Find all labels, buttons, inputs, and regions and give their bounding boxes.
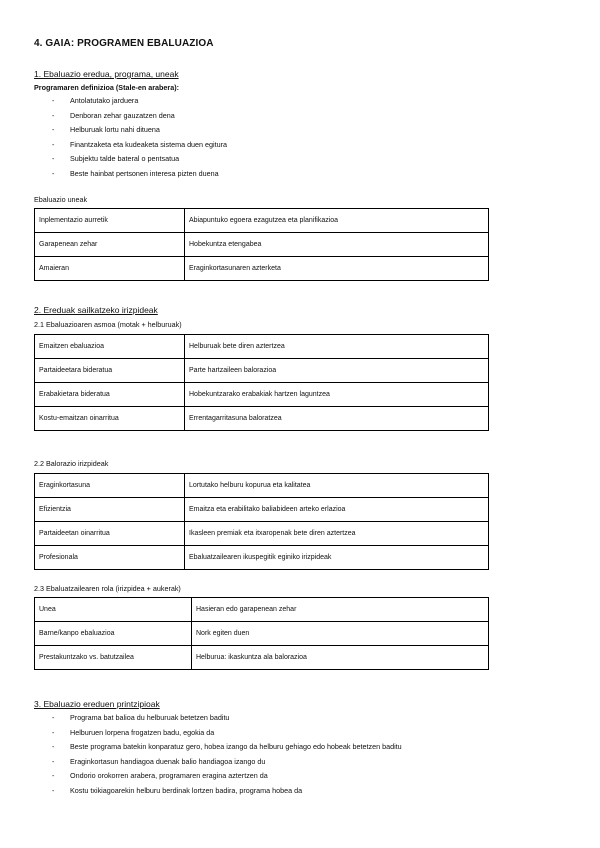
table-cell: Helburuak bete diren aztertzea: [185, 335, 489, 359]
list-item: - Programa bat balioa du helburuak betetzen baditu: [52, 711, 402, 726]
table-balorazio-irizpideak: [34, 473, 489, 570]
table-cell: Emaitza eta erabilitako baliabideen arteko erlazioa: [185, 498, 489, 522]
section-1-heading: 1. Ebaluazio eredua, programa, uneak: [34, 69, 179, 79]
table-row: [35, 233, 489, 257]
table-cell: Parte hartzaileen balorazioa: [185, 359, 489, 383]
table-cell: Nork egiten duen: [192, 622, 489, 646]
table-cell: Efizientzia: [35, 498, 185, 522]
table-cell: Emaitzen ebaluazioa: [35, 335, 185, 359]
table-row: [35, 383, 489, 407]
page-title: 4. GAIA: PROGRAMEN EBALUAZIOA: [34, 38, 214, 49]
list-item: - Finantzaketa eta kudeaketa sistema duen egitura: [52, 138, 227, 153]
table-cell: Errentagarritasuna baloratzea: [185, 407, 489, 431]
subsection-2-1-label: 2.1 Ebaluazioaren asmoa (motak + helburuak): [34, 320, 182, 329]
list-item: - Ondorio orokorren arabera, programaren eragina aztertzen da: [52, 769, 402, 784]
table-cell: Garapenean zehar: [35, 233, 185, 257]
table-cell: Kostu-emaitzan oinarritua: [35, 407, 185, 431]
table-row: [35, 209, 489, 233]
table-ebaluazioaren-asmoa: [34, 334, 489, 431]
list-item: - Beste programa batekin konparatuz gero, hobea izango da helburu gehiago edo hobeak betetzen baditu: [52, 740, 402, 755]
list-item: - Helburuen lorpena frogatzen badu, egokia da: [52, 726, 402, 741]
table-row: [35, 522, 489, 546]
list-item: - Kostu txikiagoarekin helburu berdinak lortzen badira, programa hobea da: [52, 784, 402, 799]
subsection-2-2-label: 2.2 Balorazio irizpideak: [34, 459, 109, 468]
table-cell: Ebaluatzailearen ikuspegitik eginiko irizpideak: [185, 546, 489, 570]
table-cell: Profesionala: [35, 546, 185, 570]
table-row: [35, 257, 489, 281]
table-ebaluazio-uneak: [34, 208, 489, 281]
list-item: - Helburuak lortu nahi dituena: [52, 123, 227, 138]
table-cell: Hobekuntzarako erabakiak hartzen laguntzea: [185, 383, 489, 407]
table-cell: Ikasleen premiak eta itxaropenak bete diren aztertzea: [185, 522, 489, 546]
table-cell: Amaieran: [35, 257, 185, 281]
table-cell: Erabakietara bideratua: [35, 383, 185, 407]
definition-label: Programaren definizioa (Stale-en arabera):: [34, 83, 179, 92]
table-row: [35, 646, 489, 670]
table-cell: Partaideetara bideratua: [35, 359, 185, 383]
table-cell: Hasieran edo garapenean zehar: [192, 598, 489, 622]
table-row: [35, 498, 489, 522]
table-row: [35, 407, 489, 431]
table-cell: Barne/kanpo ebaluazioa: [35, 622, 192, 646]
list-item: - Subjektu talde bateral o pentsatua: [52, 152, 227, 167]
table-row: [35, 335, 489, 359]
table-row: [35, 598, 489, 622]
table-row: [35, 622, 489, 646]
section-3-heading: 3. Ebaluazio ereduen printzipioak: [34, 699, 160, 709]
table-row: [35, 546, 489, 570]
definition-list: [52, 94, 227, 181]
section-2-heading: 2. Ereduak sailkatzeko irizpideak: [34, 305, 158, 315]
table-cell: Abiapuntuko egoera ezagutzea eta planifikazioa: [185, 209, 489, 233]
table-cell: Eraginkortasuna: [35, 474, 185, 498]
list-item: - Antolatutako jarduera: [52, 94, 227, 109]
table-label-ebaluazio-uneak: Ebaluazio uneak: [34, 195, 88, 204]
table-cell: Inplementazio aurretik: [35, 209, 185, 233]
table-ebaluatzailearen-rola: [34, 597, 489, 670]
table-cell: Helburua: ikaskuntza ala balorazioa: [192, 646, 489, 670]
table-row: [35, 474, 489, 498]
list-item: - Eraginkortasun handiagoa duenak balio handiagoa izango du: [52, 755, 402, 770]
table-cell: Lortutako helburu kopurua eta kalitatea: [185, 474, 489, 498]
list-item: - Beste hainbat pertsonen interesa pizten duena: [52, 167, 227, 182]
subsection-2-3-label: 2.3 Ebaluatzailearen rola (irizpidea + aukerak): [34, 584, 181, 593]
table-cell: Prestakuntzako vs. batutzailea: [35, 646, 192, 670]
principles-list: [52, 711, 402, 798]
table-row: [35, 359, 489, 383]
table-cell: Unea: [35, 598, 192, 622]
table-cell: Hobekuntza etengabea: [185, 233, 489, 257]
list-item: - Denboran zehar gauzatzen dena: [52, 109, 227, 124]
table-cell: Eraginkortasunaren azterketa: [185, 257, 489, 281]
table-cell: Partaideetan oinarritua: [35, 522, 185, 546]
